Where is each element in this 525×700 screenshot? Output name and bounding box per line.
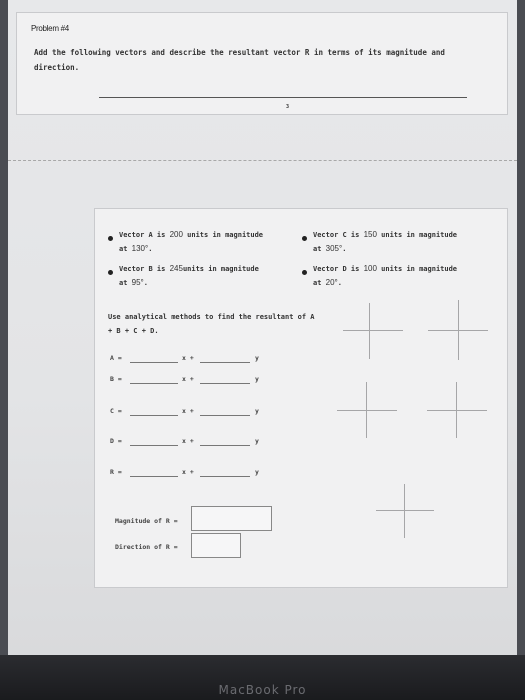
- device-brand-label: MacBook Pro: [218, 683, 307, 697]
- component-label-a: A =: [110, 354, 122, 362]
- vector-a-text: Vector A is 200 units in magnitude at 130°.: [119, 230, 264, 253]
- bullet-icon: [108, 270, 113, 275]
- axis-cross-4-horizontal: [427, 410, 487, 411]
- a-y-blank[interactable]: [200, 362, 250, 363]
- vector-d-text: Vector D is 100 units in magnitude at 20°.: [313, 264, 458, 287]
- y-label: y: [255, 354, 259, 362]
- magnitude-label: Magnitude of R =: [115, 517, 178, 525]
- direction-label: Direction of R =: [115, 543, 178, 551]
- component-label-d: D =: [110, 437, 122, 445]
- axis-cross-5-vertical: [404, 484, 405, 538]
- x-plus-label: x +: [182, 437, 194, 445]
- x-plus-label: x +: [182, 407, 194, 415]
- axis-cross-1-horizontal: [343, 330, 403, 331]
- problem-instruction: Add the following vectors and describe the resultant vector R in terms of its magnitude and direction.: [34, 48, 445, 72]
- b-y-blank[interactable]: [200, 383, 250, 384]
- y-label: y: [255, 437, 259, 445]
- axis-cross-3-horizontal: [337, 410, 397, 411]
- vector-b-text: Vector B is 245units in magnitude at 95°.: [119, 264, 259, 287]
- page-number: 3: [286, 104, 290, 110]
- b-x-blank[interactable]: [130, 383, 178, 384]
- vector-c-text: Vector C is 150 units in magnitude at 305°.: [313, 230, 458, 253]
- method-instruction: Use analytical methods to find the resultant of A + B + C + D.: [108, 313, 315, 335]
- problem-title: Problem #4: [31, 24, 69, 33]
- c-x-blank[interactable]: [130, 415, 178, 416]
- r-x-blank[interactable]: [130, 476, 178, 477]
- y-label: y: [255, 407, 259, 415]
- d-y-blank[interactable]: [200, 445, 250, 446]
- component-label-r: R =: [110, 468, 122, 476]
- bullet-icon: [302, 270, 307, 275]
- axis-cross-5-horizontal: [376, 510, 434, 511]
- axis-cross-1-vertical: [369, 303, 370, 359]
- bullet-icon: [302, 236, 307, 241]
- axis-cross-4-vertical: [456, 382, 457, 438]
- y-label: y: [255, 375, 259, 383]
- bullet-icon: [108, 236, 113, 241]
- direction-input[interactable]: [191, 533, 241, 558]
- component-label-b: B =: [110, 375, 122, 383]
- y-label: y: [255, 468, 259, 476]
- x-plus-label: x +: [182, 354, 194, 362]
- component-label-c: C =: [110, 407, 122, 415]
- section-divider: [8, 160, 517, 161]
- axis-cross-2-vertical: [458, 300, 459, 360]
- d-x-blank[interactable]: [130, 445, 178, 446]
- r-y-blank[interactable]: [200, 476, 250, 477]
- magnitude-input[interactable]: [191, 506, 272, 531]
- x-plus-label: x +: [182, 375, 194, 383]
- x-plus-label: x +: [182, 468, 194, 476]
- axis-cross-3-vertical: [366, 382, 367, 438]
- a-x-blank[interactable]: [130, 362, 178, 363]
- answer-line[interactable]: [99, 97, 467, 98]
- c-y-blank[interactable]: [200, 415, 250, 416]
